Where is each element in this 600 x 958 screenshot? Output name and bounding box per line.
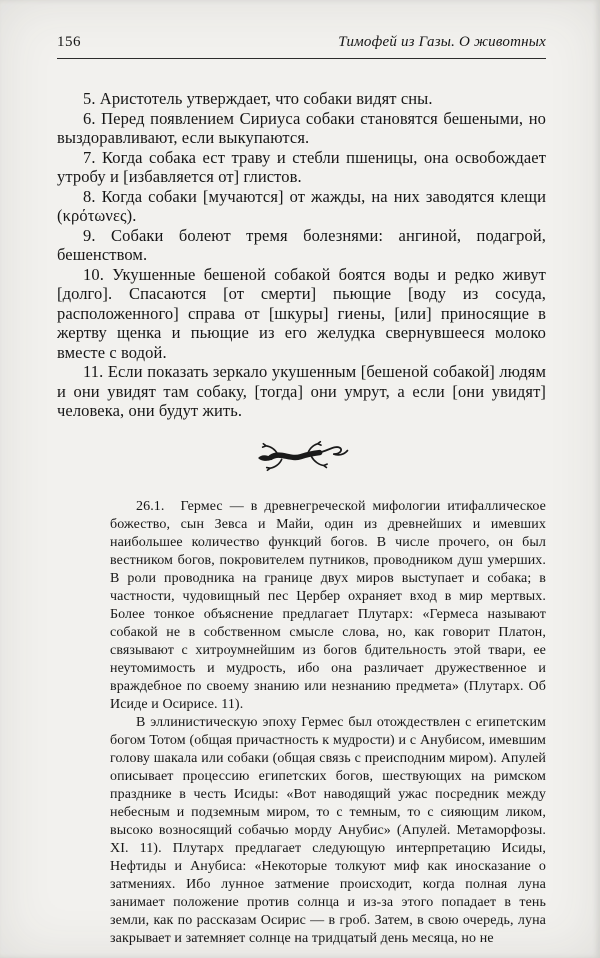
main-text-block bbox=[57, 89, 546, 948]
lizard-icon bbox=[254, 437, 350, 475]
paragraph-10: 10. Укушенные бешеной собакой боятся воды и редко живут [долго]. Спасаются [от смерти] пьющие [воду из сосуда, расположенного] справа от [шкуры] гиены, [или] приносящие в жертву щенка и пьющие из его желудка свернувшееся молоко вместе с водой. bbox=[57, 264, 546, 362]
paragraph-7: 7. Когда собака ест траву и стебли пшеницы, она освобождает утробу и [избавляется от] глистов. bbox=[57, 147, 546, 186]
paragraph-5: 5. Аристотель утверждает, что собаки видят сны. bbox=[83, 89, 433, 108]
commentary-section bbox=[110, 498, 546, 948]
running-title: Тимофей из Газы. О животных bbox=[338, 34, 546, 50]
lizard-ornament-image bbox=[57, 437, 546, 480]
paragraph-8: 8. Когда собаки [мучаются] от жажды, на них заводятся клещи (κρότωνες). bbox=[57, 186, 546, 225]
page-header bbox=[57, 34, 546, 59]
commentary-entry-number: 26.1. bbox=[136, 498, 165, 514]
paragraph-6: 6. Перед появлением Сириуса собаки становятся бешеными, но выздоравливают, если выкупаются. bbox=[57, 108, 546, 147]
page-number: 156 bbox=[57, 34, 81, 50]
commentary-paragraph-1 bbox=[110, 498, 546, 714]
paragraph-9: 9. Собаки болеют тремя болезнями: ангиной, подагрой, бешенством. bbox=[57, 225, 546, 264]
commentary-text-1: Гермес — в древнегреческой мифологии итифаллическое божество, сын Зевса и Майи, один из древнейших и имевших наибольшее количество функций богов. В числе прочего, он был вестником богов, покровителем путников, проводником душ умерших. В роли проводника на границе двух миров выступает и собака; в частности, чудовищный пес Цербер охраняет вход в мир мертвых. Более тонкое объяснение предлагает Плутарх: «Гермеса называют собакой не в собственном смысле слова, но, как говорит Платон, связывают с хитроумнейшим из богов бдительность этой твари, ее неутомимость и мудрость, ибо она различает дружественное и враждебное по своему знанию или незнанию предмета» (Плутарх. Об Исиде и Осирисе. 11). bbox=[110, 498, 546, 712]
paragraph-11: 11. Если показать зеркало укушенным [бешеной собакой] людям и они увидят там собаку, [тогда] они умрут, а если [они увидят] человека, они будут жить. bbox=[57, 362, 546, 420]
commentary-paragraph-2: В эллинистическую эпоху Гермес был отождествлен с египетским богом Тотом (общая причастность к мудрости) и с Анубисом, имевшим голову шакала или собаки (общая связь с преисподним миром). Апулей описывает процессию египетских богов, шествующих на римском празднике в честь Исиды: «Вот наводящий ужас посредник между небесным и подземным миром, то с темным, то с сияющим ликом, высоко возносящий собачью морду Анубис» (Апулей. Метаморфозы. XI. 11). Плутарх предлагает следующую интерпретацию Исиды, Нефтиды и Анубиса: «Некоторые толкуют миф как иносказание о затмениях. Ибо лунное затмение происходит, когда полная луна занимает положение против солнца и из-за этого попадает в тень земли, как по рассказам Осирис — в гроб. Затем, в свою очередь, луна закрывает и затемняет солнце на тридцатый день месяца, но не bbox=[110, 714, 546, 946]
